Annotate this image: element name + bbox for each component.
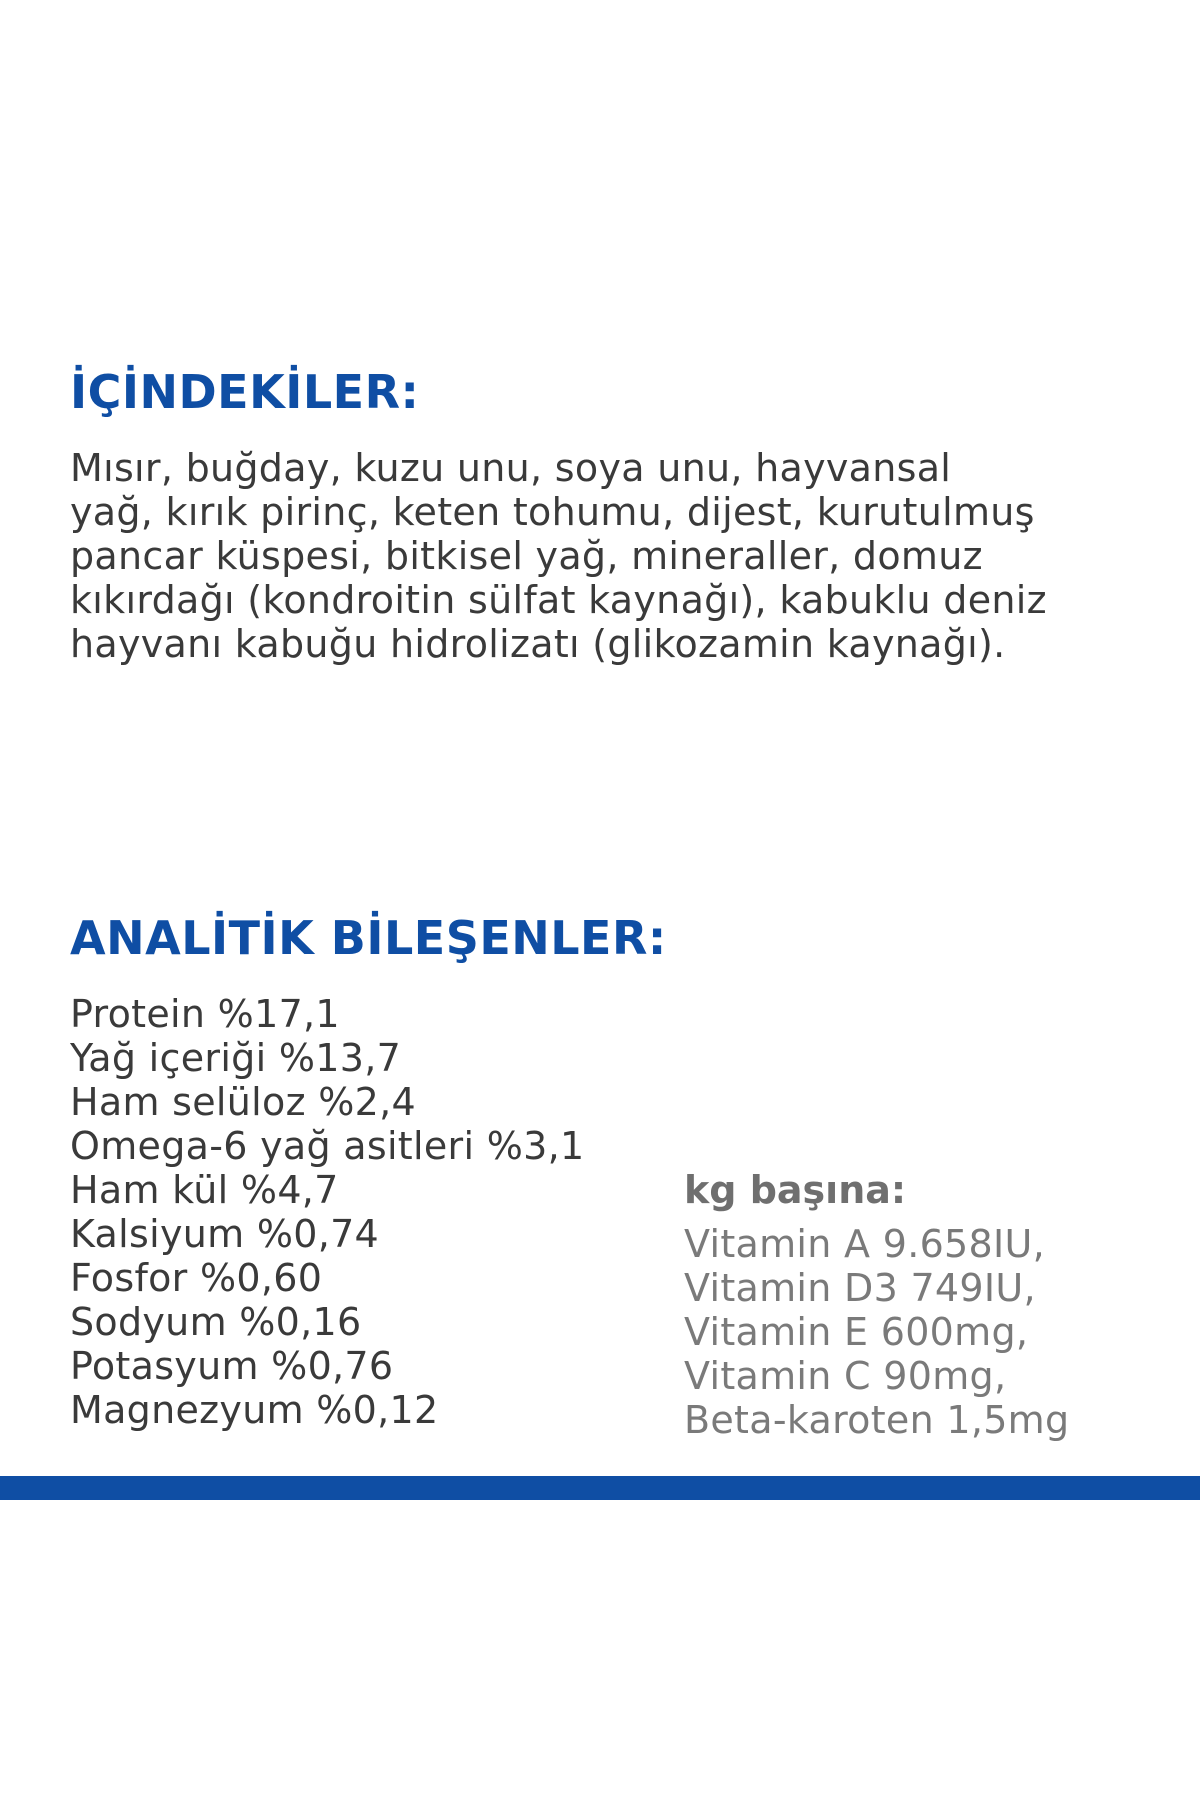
vitamin-item: Vitamin E 600mg,: [684, 1310, 1029, 1354]
analytics-item: Sodyum %0,16: [70, 1300, 362, 1344]
analytics-item: Fosfor %0,60: [70, 1256, 323, 1300]
analytics-item: Protein %17,1: [70, 992, 340, 1036]
vitamin-item: Vitamin A 9.658IU,: [684, 1222, 1046, 1266]
analytics-item: Magnezyum %0,12: [70, 1388, 439, 1432]
ingredients-line: yağ, kırık pirinç, keten tohumu, dijest, kurutulmuş: [70, 490, 1035, 534]
ingredients-line: Mısır, buğday, kuzu unu, soya unu, hayvansal: [70, 446, 952, 490]
vitamin-item: Vitamin C 90mg,: [684, 1354, 1007, 1398]
ingredients-text: [70, 446, 1150, 666]
analytics-item: Kalsiyum %0,74: [70, 1212, 380, 1256]
ingredients-line: hayvanı kabuğu hidrolizatı (glikozamin kaynağı).: [70, 622, 1006, 666]
analytics-item: Ham selüloz %2,4: [70, 1080, 416, 1124]
analytics-heading: ANALİTİK BİLEŞENLER:: [70, 911, 667, 965]
analytics-item: Potasyum %0,76: [70, 1344, 394, 1388]
ingredients-line: kıkırdağı (kondroitin sülfat kaynağı), kabuklu deniz: [70, 578, 1047, 622]
vitamin-item: Beta-karoten 1,5mg: [684, 1398, 1070, 1442]
ingredients-line: pancar küspesi, bitkisel yağ, mineraller, domuz: [70, 534, 983, 578]
analytics-item: Omega-6 yağ asitleri %3,1: [70, 1124, 585, 1168]
vitamin-item: Vitamin D3 749IU,: [684, 1266, 1036, 1310]
ingredients-heading: İÇİNDEKİLER:: [70, 365, 420, 419]
analytics-item: Yağ içeriği %13,7: [70, 1036, 402, 1080]
blue-divider-bar: [0, 1476, 1200, 1500]
analytics-list: [70, 992, 584, 1432]
analytics-item: Ham kül %4,7: [70, 1168, 339, 1212]
per-kg-heading: kg başına:: [684, 1168, 907, 1212]
vitamin-list: [684, 1222, 1069, 1442]
